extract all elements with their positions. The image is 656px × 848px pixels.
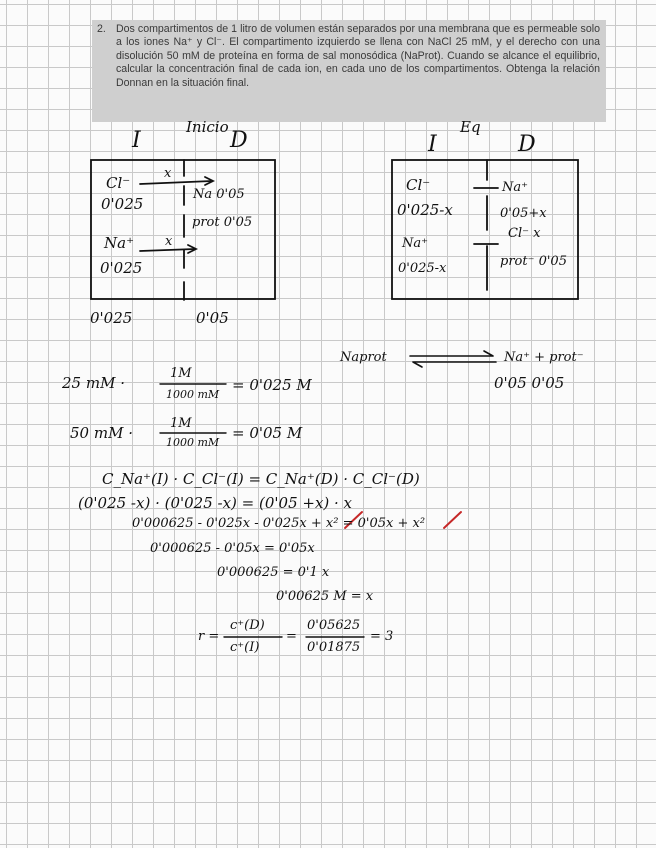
ratio-numerator-value: 0'05625 bbox=[307, 618, 361, 633]
conversion2-numerator: 1M bbox=[170, 416, 192, 431]
ratio-result: = 3 bbox=[370, 629, 394, 644]
solution-line-1: C_Na⁺(I) · C_Cl⁻(I) = C_Na⁺(D) · C_Cl⁻(D) bbox=[102, 470, 420, 488]
equilibrium-right-na-value: 0'05+x bbox=[500, 206, 547, 221]
ratio-numerator-symbolic: c⁺(D) bbox=[230, 618, 265, 633]
ratio-equals: = bbox=[286, 629, 297, 644]
initial-left-label: I bbox=[132, 128, 141, 153]
ratio-denominator-value: 0'01875 bbox=[307, 640, 361, 655]
solution-line-3: 0'000625 - 0'025x - 0'025x + x² = 0'05x + x² bbox=[132, 516, 426, 531]
equilibrium-right-prot: prot⁻ 0'05 bbox=[500, 254, 567, 269]
equilibrium-arrows bbox=[410, 351, 496, 367]
initial-right-na: Na 0'05 bbox=[193, 187, 245, 202]
dissociation-products: Na⁺ + prot⁻ bbox=[504, 350, 584, 365]
equilibrium-right-na: Na⁺ bbox=[502, 180, 528, 195]
conversion1-left: 25 mM · bbox=[62, 374, 125, 392]
dissociation-reactant: Naprot bbox=[340, 350, 387, 365]
initial-x-na: x bbox=[165, 234, 173, 249]
equilibrium-right-cl: Cl⁻ x bbox=[508, 226, 541, 241]
conversion2-result: = 0'05 M bbox=[232, 424, 303, 442]
solution-line-6: 0'00625 M = x bbox=[276, 589, 374, 604]
equilibrium-left-label: I bbox=[428, 132, 437, 157]
conversion1-numerator: 1M bbox=[170, 366, 192, 381]
initial-x-cl: x bbox=[164, 166, 172, 181]
conversion1-result: = 0'025 M bbox=[232, 376, 312, 394]
initial-right-prot: prot 0'05 bbox=[192, 215, 253, 230]
initial-title: Inicio bbox=[186, 118, 229, 136]
initial-right-label: D bbox=[230, 128, 248, 153]
problem-number: 2. bbox=[97, 23, 106, 35]
conversion2-left: 50 mM · bbox=[70, 424, 133, 442]
equilibrium-title: Eq bbox=[460, 118, 481, 136]
initial-bottom-right: 0'05 bbox=[196, 309, 229, 327]
conversion1-denominator: 1000 mM bbox=[166, 388, 220, 401]
initial-bottom-left: 0'025 bbox=[90, 309, 133, 327]
solution-line-4: 0'000625 - 0'05x = 0'05x bbox=[150, 541, 315, 556]
initial-na-label: Na⁺ bbox=[104, 234, 134, 252]
equilibrium-na-value: 0'025-x bbox=[398, 261, 447, 276]
dissociation-values: 0'05 0'05 bbox=[494, 374, 565, 392]
initial-cl-value: 0'025 bbox=[101, 195, 144, 213]
problem-text: Dos compartimentos de 1 litro de volumen están separados por una membrana que es permeable solo a los iones Na⁺ y Cl⁻. El compartimento izquierdo se llena con NaCl 25 mM, y el derecho con una disolución 50 mM de proteína en forma de sal monosódica (NaProt). Cuando se alcance el equilibrio, calcular la concentración final de cada ion, en cada uno de los compartimentos. Obtenga la relación Donnan en la situación final. bbox=[116, 23, 600, 89]
equilibrium-na-label: Na⁺ bbox=[402, 236, 428, 251]
conversion2-denominator: 1000 mM bbox=[166, 436, 220, 449]
equilibrium-cl-value: 0'025-x bbox=[397, 201, 453, 219]
equilibrium-right-label: D bbox=[518, 132, 536, 157]
ratio-denominator-symbolic: c⁺(I) bbox=[230, 640, 260, 655]
initial-na-value: 0'025 bbox=[100, 259, 143, 277]
initial-cl-label: Cl⁻ bbox=[106, 174, 131, 192]
solution-line-5: 0'000625 = 0'1 x bbox=[217, 565, 330, 580]
ratio-label: r = bbox=[198, 629, 220, 644]
solution-line-2: (0'025 -x) · (0'025 -x) = (0'05 +x) · x bbox=[78, 494, 353, 512]
equilibrium-cl-label: Cl⁻ bbox=[406, 176, 431, 194]
